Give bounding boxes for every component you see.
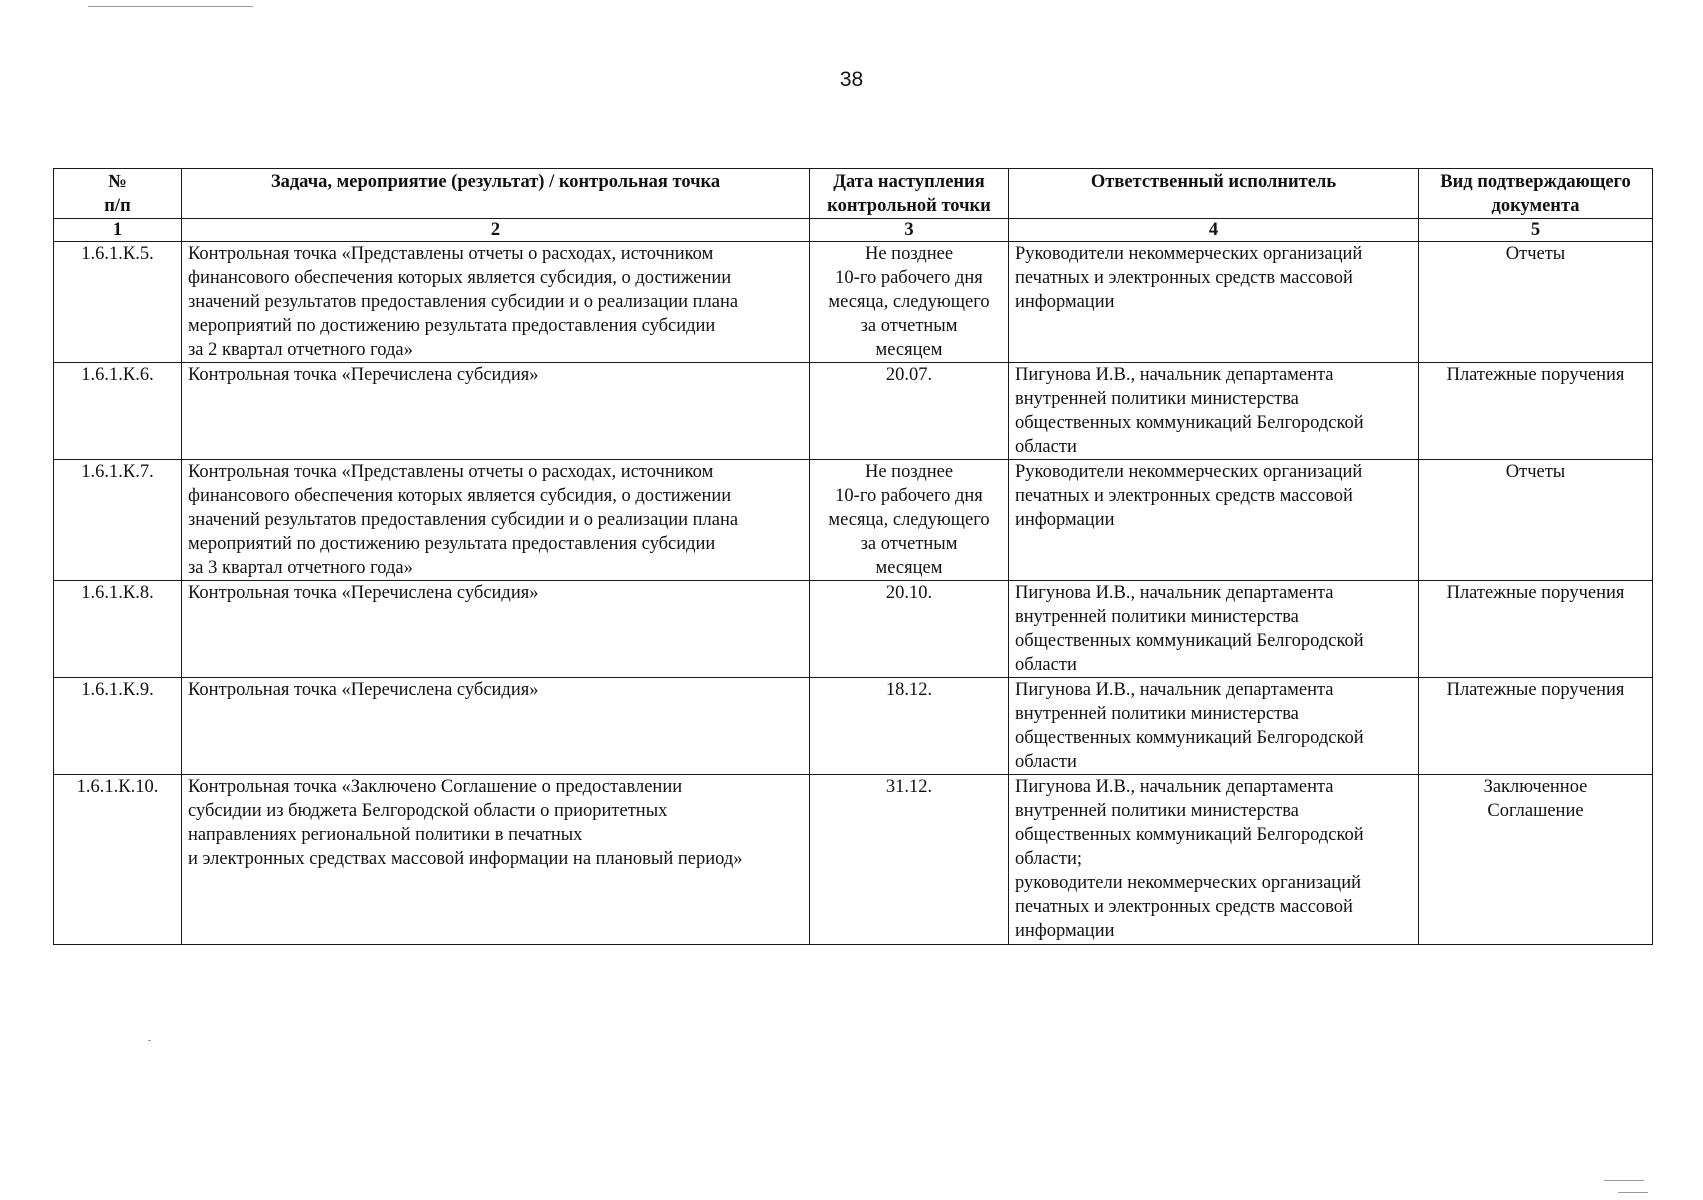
cell-document-line: Отчеты	[1505, 244, 1566, 264]
cell-date-line: 10-го рабочего дня	[835, 486, 983, 506]
cell-executor-line: общественных коммуникаций Белгородской	[1015, 825, 1364, 845]
table-row	[54, 460, 1653, 581]
cell-task-line: Контрольная точка «Представлены отчеты о расходах, источником	[188, 462, 714, 482]
cell-task	[182, 581, 810, 678]
cell-document-line: Соглашение	[1487, 801, 1584, 821]
cell-task	[182, 363, 810, 460]
cell-task	[182, 775, 810, 945]
column-number: 2	[182, 219, 810, 242]
cell-executor-line: области	[1015, 752, 1077, 772]
cell-executor-line: общественных коммуникаций Белгородской	[1015, 413, 1364, 433]
header-task: Задача, мероприятие (результат) / контрольная точка	[182, 169, 810, 219]
column-number: 4	[1009, 219, 1419, 242]
cell-number: 1.6.1.К.9.	[54, 678, 182, 775]
cell-task-line: Контрольная точка «Представлены отчеты о расходах, источником	[188, 244, 714, 264]
cell-date-line: 20.07.	[885, 365, 933, 385]
cell-task-line: Контрольная точка «Перечислена субсидия»	[188, 583, 539, 603]
cell-task-line: Контрольная точка «Перечислена субсидия»	[188, 680, 539, 700]
control-points-table	[53, 168, 1653, 945]
cell-task-line: субсидии из бюджета Белгородской области о приоритетных	[188, 801, 668, 821]
header-executor: Ответственный исполнитель	[1009, 169, 1419, 219]
cell-executor-line: информации	[1015, 921, 1115, 941]
cell-task-line: мероприятий по достижению результата предоставления субсидии	[188, 534, 716, 554]
cell-date-line: Не позднее	[864, 462, 954, 482]
column-number-row	[54, 219, 1653, 242]
header-date: Дата наступления контрольной точки	[810, 169, 1009, 219]
cell-number: 1.6.1.К.6.	[54, 363, 182, 460]
table-body	[54, 242, 1653, 945]
cell-date-line: месяцем	[875, 558, 943, 578]
cell-executor-line: информации	[1015, 292, 1115, 312]
cell-task-line: Контрольная точка «Заключено Соглашение о предоставлении	[188, 777, 683, 797]
cell-document	[1419, 460, 1653, 581]
cell-executor-line: внутренней политики министерства	[1015, 607, 1299, 627]
cell-date-line: за отчетным	[860, 534, 958, 554]
cell-executor-line: Руководители некоммерческих организаций	[1015, 462, 1363, 482]
cell-executor-line: Пигунова И.В., начальник департамента	[1015, 365, 1334, 385]
scan-mark-bottom-right	[1604, 1180, 1644, 1181]
cell-document	[1419, 678, 1653, 775]
cell-executor	[1009, 678, 1419, 775]
cell-task-line: направлениях региональной политики в печатных	[188, 825, 583, 845]
table-row	[54, 581, 1653, 678]
header-document: Вид подтверждающего документа	[1419, 169, 1653, 219]
cell-number: 1.6.1.К.7.	[54, 460, 182, 581]
column-number: 3	[810, 219, 1009, 242]
cell-date	[810, 460, 1009, 581]
cell-executor-line: внутренней политики министерства	[1015, 389, 1299, 409]
table-row	[54, 775, 1653, 945]
cell-executor-line: внутренней политики министерства	[1015, 704, 1299, 724]
table-row	[54, 363, 1653, 460]
cell-executor-line: руководители некоммерческих организаций	[1015, 873, 1361, 893]
cell-document	[1419, 775, 1653, 945]
cell-task-line: мероприятий по достижению результата предоставления субсидии	[188, 316, 716, 336]
cell-task-line: финансового обеспечения которых является субсидия, о достижении	[188, 268, 732, 288]
scan-mark-bottom-right-2	[1618, 1192, 1648, 1193]
cell-date-line: Не позднее	[864, 244, 954, 264]
cell-executor	[1009, 242, 1419, 363]
cell-task	[182, 242, 810, 363]
cell-date-line: 18.12.	[885, 680, 933, 700]
cell-executor-line: общественных коммуникаций Белгородской	[1015, 728, 1364, 748]
cell-executor-line: области	[1015, 437, 1077, 457]
cell-task-line: за 2 квартал отчетного года»	[188, 340, 413, 360]
cell-date-line: месяцем	[875, 340, 943, 360]
header-number: № п/п	[54, 169, 182, 219]
cell-document-line: Платежные поручения	[1446, 365, 1625, 385]
cell-task	[182, 678, 810, 775]
cell-executor-line: Руководители некоммерческих организаций	[1015, 244, 1363, 264]
cell-executor-line: Пигунова И.В., начальник департамента	[1015, 777, 1334, 797]
cell-document-line: Заключенное	[1483, 777, 1588, 797]
cell-executor	[1009, 363, 1419, 460]
cell-task-line: за 3 квартал отчетного года»	[188, 558, 413, 578]
cell-executor-line: печатных и электронных средств массовой	[1015, 897, 1353, 917]
cell-executor-line: информации	[1015, 510, 1115, 530]
cell-date	[810, 678, 1009, 775]
cell-number: 1.6.1.К.8.	[54, 581, 182, 678]
cell-executor-line: Пигунова И.В., начальник департамента	[1015, 680, 1334, 700]
cell-executor	[1009, 460, 1419, 581]
cell-executor	[1009, 775, 1419, 945]
page-number: 38	[839, 68, 864, 91]
cell-date-line: месяца, следующего	[828, 510, 990, 530]
cell-task-line: финансового обеспечения которых является субсидия, о достижении	[188, 486, 732, 506]
cell-executor-line: внутренней политики министерства	[1015, 801, 1299, 821]
cell-date	[810, 242, 1009, 363]
cell-date	[810, 363, 1009, 460]
column-number: 1	[54, 219, 182, 242]
cell-date	[810, 775, 1009, 945]
cell-task-line: значений результатов предоставления субсидии и о реализации плана	[188, 510, 739, 530]
cell-executor-line: Пигунова И.В., начальник департамента	[1015, 583, 1334, 603]
cell-task-line: и электронных средствах массовой информации на плановый период»	[188, 849, 743, 869]
cell-executor-line: области;	[1015, 849, 1082, 869]
cell-date-line: 10-го рабочего дня	[835, 268, 983, 288]
cell-document	[1419, 581, 1653, 678]
cell-number: 1.6.1.К.10.	[54, 775, 182, 945]
cell-date-line: 31.12.	[885, 777, 933, 797]
cell-executor-line: печатных и электронных средств массовой	[1015, 486, 1353, 506]
table-header-row	[54, 169, 1653, 219]
cell-date-line: месяца, следующего	[828, 292, 990, 312]
cell-document-line: Платежные поручения	[1446, 680, 1625, 700]
cell-date	[810, 581, 1009, 678]
cell-document-line: Отчеты	[1505, 462, 1566, 482]
cell-document	[1419, 363, 1653, 460]
cell-executor-line: печатных и электронных средств массовой	[1015, 268, 1353, 288]
scan-mark-left-dot	[148, 1040, 151, 1041]
cell-date-line: за отчетным	[860, 316, 958, 336]
cell-executor	[1009, 581, 1419, 678]
cell-task-line: значений результатов предоставления субсидии и о реализации плана	[188, 292, 739, 312]
table-row	[54, 242, 1653, 363]
cell-document	[1419, 242, 1653, 363]
scan-mark-top-left	[88, 6, 253, 7]
cell-executor-line: области	[1015, 655, 1077, 675]
cell-task	[182, 460, 810, 581]
cell-executor-line: общественных коммуникаций Белгородской	[1015, 631, 1364, 651]
cell-number: 1.6.1.К.5.	[54, 242, 182, 363]
column-number: 5	[1419, 219, 1653, 242]
cell-task-line: Контрольная точка «Перечислена субсидия»	[188, 365, 539, 385]
cell-date-line: 20.10.	[885, 583, 933, 603]
table-row	[54, 678, 1653, 775]
cell-document-line: Платежные поручения	[1446, 583, 1625, 603]
